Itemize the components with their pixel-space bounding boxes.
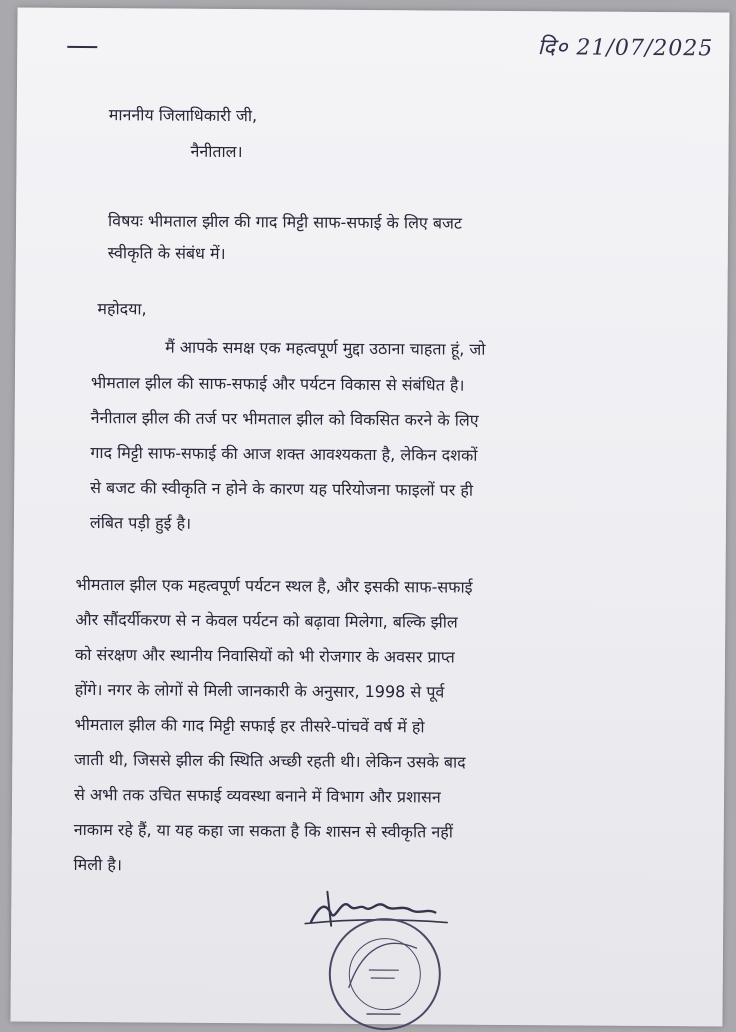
para2-line: भीमताल झील की गाद मिट्टी सफाई हर तीसरे-पांचवें वर्ष में हो <box>74 714 425 737</box>
letter-date: दि० 21/07/2025 <box>537 35 714 62</box>
stamp-lettering <box>328 918 437 1027</box>
subject-line-1: विषयः भीमताल झील की गाद मिट्टी साफ-सफाई के लिए बजट <box>107 211 463 233</box>
para1-line: से बजट की स्वीकृति न होने के कारण यह परियोजना फाइलों पर ही <box>90 478 474 500</box>
para1-line: नैनीताल झील की तर्ज पर भीमताल झील को विकसित करने के लिए <box>90 408 479 430</box>
para1-line: लंबित पड़ी हुई है। <box>89 513 192 533</box>
para2-line: को संरक्षण और स्थानीय निवासियों को भी रोजगार के अवसर प्राप्त <box>74 644 455 667</box>
para1-line: भीमताल झील की साफ-सफाई और पर्यटन विकास से संबंधित है। <box>90 373 465 395</box>
address-line-2: नैनीताल। <box>190 141 243 162</box>
top-dash-mark <box>67 46 97 48</box>
salutation: महोदया, <box>97 299 147 319</box>
para2-line: भीमताल झील एक महत्वपूर्ण पर्यटन स्थल है, और इसकी साफ-सफाई <box>75 574 473 597</box>
para1-line: गाद मिट्टी साफ-सफाई की आज शक्त आवश्यकता है, लेकिन दशकों <box>90 443 478 465</box>
address-line-1: माननीय जिलाधिकारी जी, <box>108 105 258 126</box>
letter-page <box>10 8 729 1027</box>
subject-line-2: स्वीकृति के संबंध में। <box>107 243 226 263</box>
para2-line: मिली है। <box>73 854 122 875</box>
para1-line: मैं आपके समक्ष एक महत्वपूर्ण मुद्दा उठाना चाहता हूं, जो <box>165 337 486 359</box>
para2-line: से अभी तक उचित सफाई व्यवस्था बनाने में विभाग और प्रशासन <box>73 784 441 807</box>
para2-line: होंगे। नगर के लोगों से मिली जानकारी के अनुसार, 1998 से पूर्व <box>74 679 445 702</box>
para2-line: नाकाम रहे हैं, या यह कहा जा सकता है कि शासन से स्वीकृति नहीं <box>73 819 453 842</box>
para2-line: और सौंदर्यीकरण से न केवल पर्यटन को बढ़ावा मिलेगा, बल्कि झील <box>75 609 458 632</box>
para2-line: जाती थी, जिससे झील की स्थिति अच्छी रहती थी। लेकिन उसके बाद <box>74 749 466 772</box>
office-stamp <box>328 918 441 1031</box>
